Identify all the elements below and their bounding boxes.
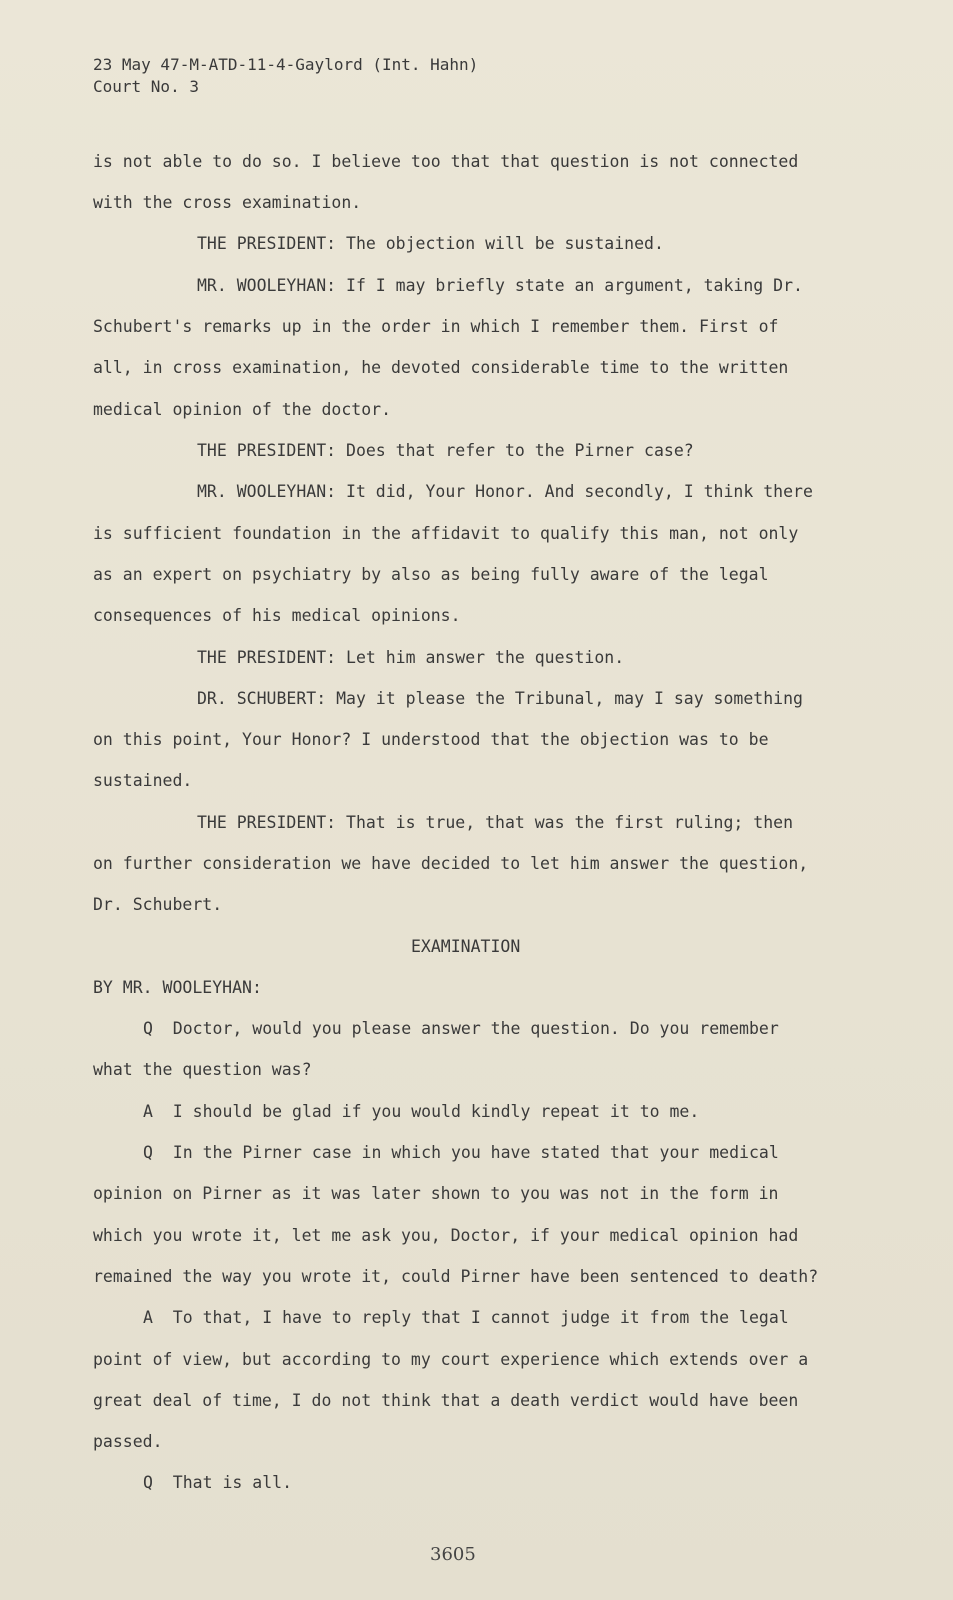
question-line: Q In the Pirner case in which you have stated that your medical — [143, 1143, 779, 1162]
page-number: 3605 — [430, 1544, 476, 1565]
speaker-line: DR. SCHUBERT: May it please the Tribunal, may I say something — [197, 689, 803, 708]
header-line-1: 23 May 47-M-ATD-11-4-Gaylord (Int. Hahn) — [93, 55, 479, 74]
speaker-line: THE PRESIDENT: That is true, that was the first ruling; then — [197, 813, 794, 832]
text-line: as an expert on psychiatry by also as being fully aware of the legal — [93, 565, 769, 584]
section-heading: EXAMINATION — [411, 937, 521, 956]
text-line: all, in cross examination, he devoted considerable time to the written — [93, 358, 789, 377]
text-line: remained the way you wrote it, could Pirner have been sentenced to death? — [93, 1267, 819, 1286]
answer-line: A To that, I have to reply that I cannot judge it from the legal — [143, 1308, 789, 1327]
speaker-line: MR. WOOLEYHAN: If I may briefly state an argument, taking Dr. — [197, 276, 803, 295]
text-line: opinion on Pirner as it was later shown to you was not in the form in — [93, 1184, 779, 1203]
document-header — [93, 54, 478, 98]
speaker-line: THE PRESIDENT: Let him answer the question. — [197, 648, 625, 667]
text-line: on further consideration we have decided to let him answer the question, — [93, 854, 809, 873]
text-line: is not able to do so. I believe too that that question is not connected — [93, 152, 799, 171]
question-line: Q Doctor, would you please answer the question. Do you remember — [143, 1019, 779, 1038]
text-line: is sufficient foundation in the affidavit to qualify this man, not only — [93, 524, 799, 543]
text-line: with the cross examination. — [93, 193, 362, 212]
header-line-2: Court No. 3 — [93, 77, 199, 96]
text-line: point of view, but according to my court experience which extends over a — [93, 1350, 809, 1369]
text-line: Schubert's remarks up in the order in which I remember them. First of — [93, 317, 779, 336]
question-line: Q That is all. — [143, 1473, 293, 1492]
text-line: on this point, Your Honor? I understood that the objection was to be — [93, 730, 769, 749]
text-line: great deal of time, I do not think that a death verdict would have been — [93, 1391, 799, 1410]
text-line: which you wrote it, let me ask you, Doctor, if your medical opinion had — [93, 1226, 799, 1245]
answer-line: A I should be glad if you would kindly repeat it to me. — [143, 1102, 700, 1121]
text-line: sustained. — [93, 771, 193, 790]
speaker-line: MR. WOOLEYHAN: It did, Your Honor. And secondly, I think there — [197, 482, 813, 501]
text-line: consequences of his medical opinions. — [93, 606, 461, 625]
text-line: Dr. Schubert. — [93, 895, 223, 914]
examiner-line: BY MR. WOOLEYHAN: — [93, 978, 262, 997]
text-line: what the question was? — [93, 1060, 312, 1079]
text-line: medical opinion of the doctor. — [93, 400, 392, 419]
text-line: passed. — [93, 1432, 163, 1451]
speaker-line: THE PRESIDENT: Does that refer to the Pirner case? — [197, 441, 694, 460]
speaker-line: THE PRESIDENT: The objection will be sustained. — [197, 234, 664, 253]
